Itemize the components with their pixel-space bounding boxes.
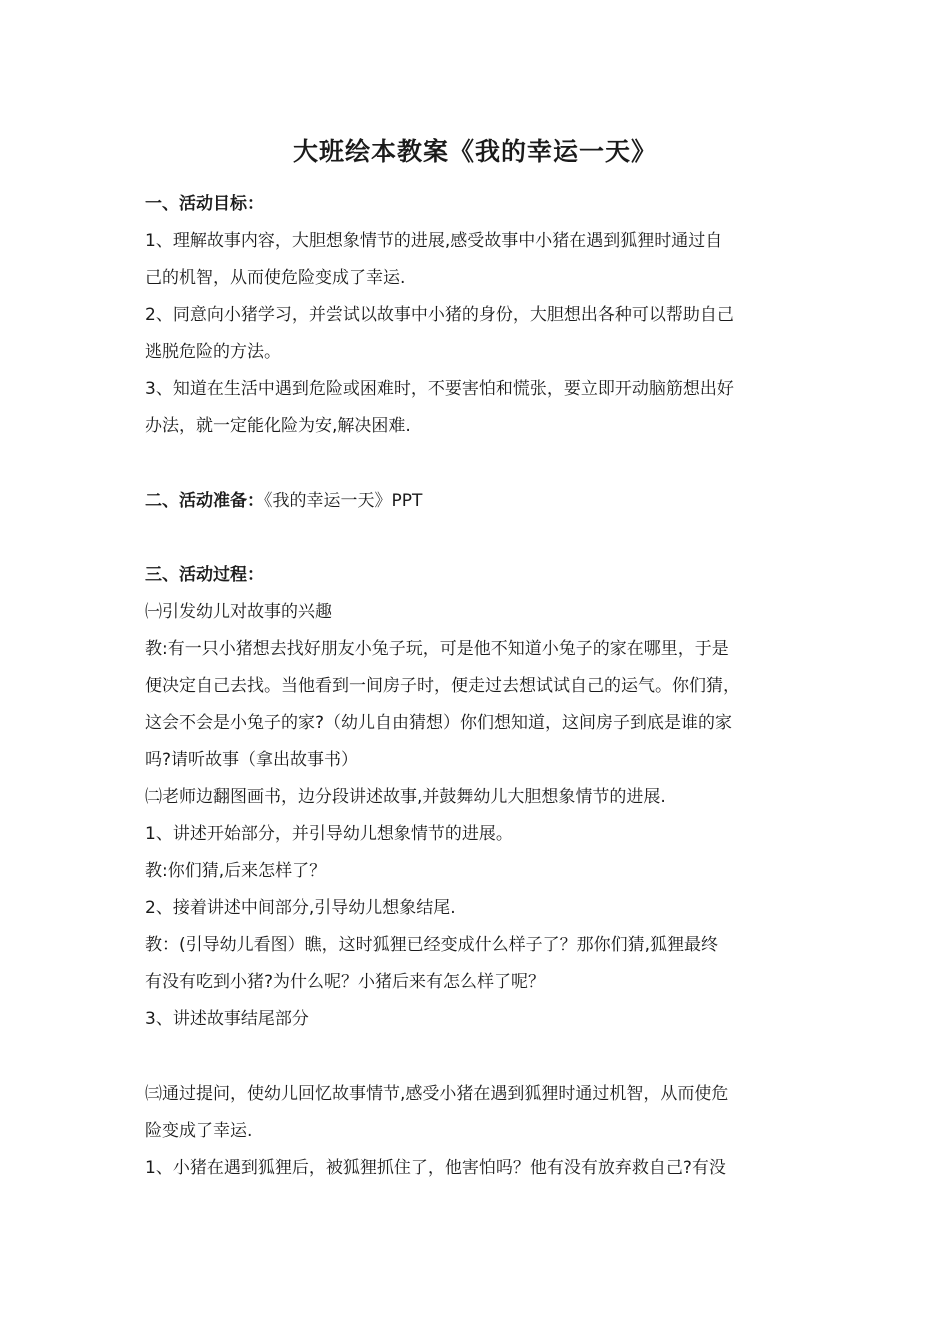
paragraph-line: 教：(引导幼儿看图）瞧，这时狐狸已经变成什么样子了？那你们猜,狐狸最终 xyxy=(145,935,719,955)
paragraph-line: 吗?请听故事（拿出故事书） xyxy=(145,750,359,770)
section2-heading: 二、活动准备： xyxy=(145,491,264,511)
document-title: 大班绘本教案《我的幸运一天》 xyxy=(292,137,657,166)
paragraph-line: ㈠引发幼儿对故事的兴趣 xyxy=(145,602,332,622)
paragraph-line: ㈢通过提问，使幼儿回忆故事情节,感受小猪在遇到狐狸时通过机智，从而使危 xyxy=(145,1084,729,1104)
section2-line xyxy=(145,489,422,513)
paragraph-line: ㈡老师边翻图画书，边分段讲述故事,并鼓舞幼儿大胆想象情节的进展. xyxy=(145,787,666,807)
paragraph-line: 逃脱危险的方法。 xyxy=(145,342,281,362)
paragraph-line: 有没有吃到小猪?为什么呢？小猪后来有怎么样了呢？ xyxy=(145,972,546,992)
paragraph-line: 便决定自己去找。当他看到一间房子时，便走过去想试试自己的运气。你们猜， xyxy=(145,676,740,696)
paragraph-line: 办法，就一定能化险为安,解决困难. xyxy=(145,416,411,436)
section3-heading: 三、活动过程： xyxy=(145,565,264,585)
paragraph-line: 3、讲述故事结尾部分 xyxy=(145,1009,309,1029)
paragraph-line: 教:你们猜,后来怎样了？ xyxy=(145,861,327,881)
paragraph-line: 1、讲述开始部分，并引导幼儿想象情节的进展。 xyxy=(145,824,513,844)
paragraph-line: 教:有一只小猪想去找好朋友小兔子玩，可是他不知道小兔子的家在哪里，于是 xyxy=(145,639,729,659)
paragraph-line: 险变成了幸运. xyxy=(145,1121,253,1141)
paragraph-line: 2、同意向小猪学习，并尝试以故事中小猪的身份，大胆想出各种可以帮助自己 xyxy=(145,305,734,325)
section2-text: 《我的幸运一天》PPT xyxy=(264,491,423,511)
paragraph-line: 1、小猪在遇到狐狸后，被狐狸抓住了，他害怕吗？他有没有放弃救自己?有没 xyxy=(145,1158,726,1178)
paragraph-line: 己的机智，从而使危险变成了幸运. xyxy=(145,268,406,288)
paragraph-line: 这会不会是小兔子的家?（幼儿自由猜想）你们想知道，这间房子到底是谁的家 xyxy=(145,713,733,733)
section1-heading: 一、活动目标： xyxy=(145,194,264,214)
paragraph-line: 1、理解故事内容，大胆想象情节的进展,感受故事中小猪在遇到狐狸时通过自 xyxy=(145,231,723,251)
paragraph-line: 3、知道在生活中遇到危险或困难时，不要害怕和慌张，要立即开动脑筋想出好 xyxy=(145,379,734,399)
paragraph-line: 2、接着讲述中间部分,引导幼儿想象结尾. xyxy=(145,898,456,918)
